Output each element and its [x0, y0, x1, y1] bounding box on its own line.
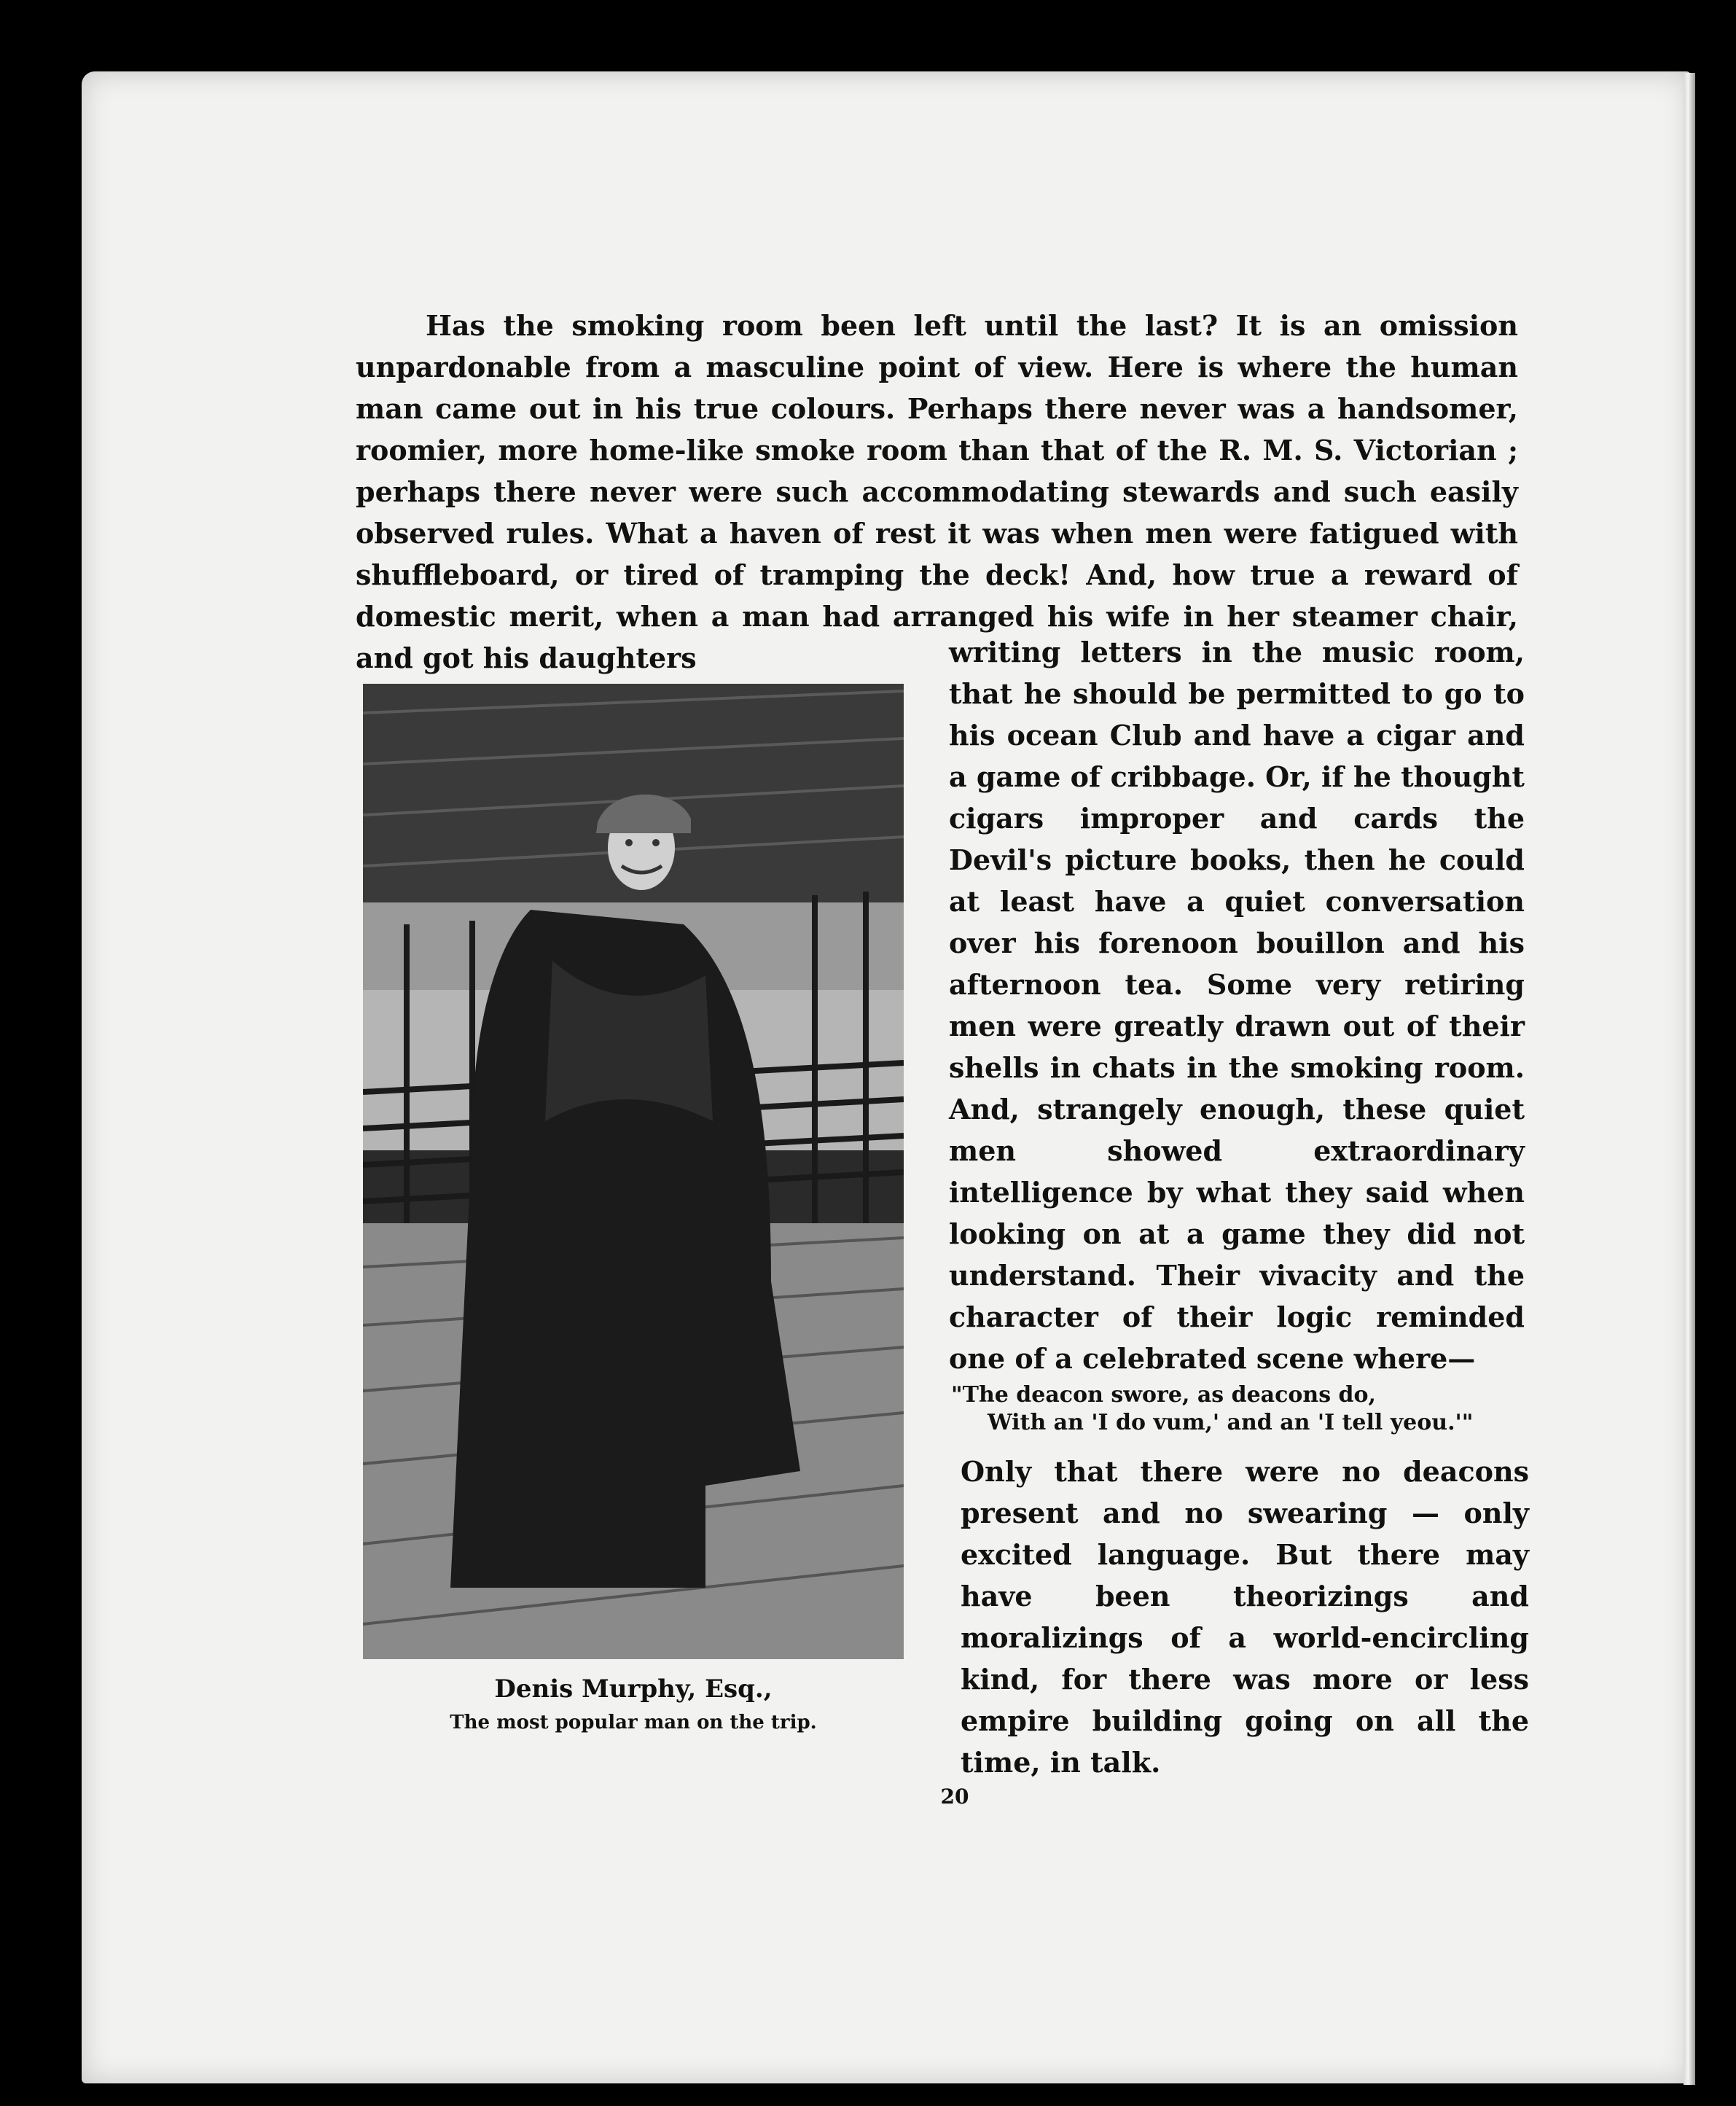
photo-caption-subtitle: The most popular man on the trip. — [450, 1712, 817, 1733]
portrait-photo — [363, 684, 904, 1659]
page-number: 20 — [940, 1785, 969, 1809]
verse-quote — [951, 1381, 1534, 1437]
closing-paragraph: Only that there were no deacons present and no swearing — only excited language. But there may have been theorizings and moralizings of a world-encircling kind, for there was more or less empire building going on all the time, in talk. — [961, 1455, 1529, 1779]
opening-paragraph: Has the smoking room been left until the last? It is an omission unpardonable from a masculine point of view. Here is where the human man came out in his true colours. Perhaps there never was a handsomer, roomier, more home-like smoke room than that of the R. M. S. Victorian ; perhaps there never were such accommodating stewards and such easily observed rules. What a haven of rest it was when men were fatigued with shuffleboard, or tired of tramping the deck! And, how true a reward of domestic merit, when a man had arranged his wife in her steamer chair, and got his daughters — [356, 309, 1518, 674]
right-column-paragraph: writing letters in the music room, that he should be permitted to go to his ocean Club and have a cigar and a game of cribbage. Or, if he thought cigars improper and cards the Devil's picture books, then he could at least have a quiet conversation over his forenoon bouillon and his afternoon tea. Some very retiring men were greatly drawn out of their shells in chats in the smoking room. And, strangely enough, these quiet men showed extraordinary intelligence by what they said when looking on at a game they did not understand. Their vivacity and the character of their logic reminded one of a celebrated scene where— — [949, 636, 1525, 1375]
quote-line-2: With an 'I do vum,' and an 'I tell yeou.'" — [988, 1410, 1474, 1435]
page-edge — [1684, 73, 1695, 2085]
photo-caption-name: Denis Murphy, Esq., — [494, 1674, 773, 1704]
quote-line-1: "The deacon swore, as deacons do, — [951, 1382, 1376, 1408]
